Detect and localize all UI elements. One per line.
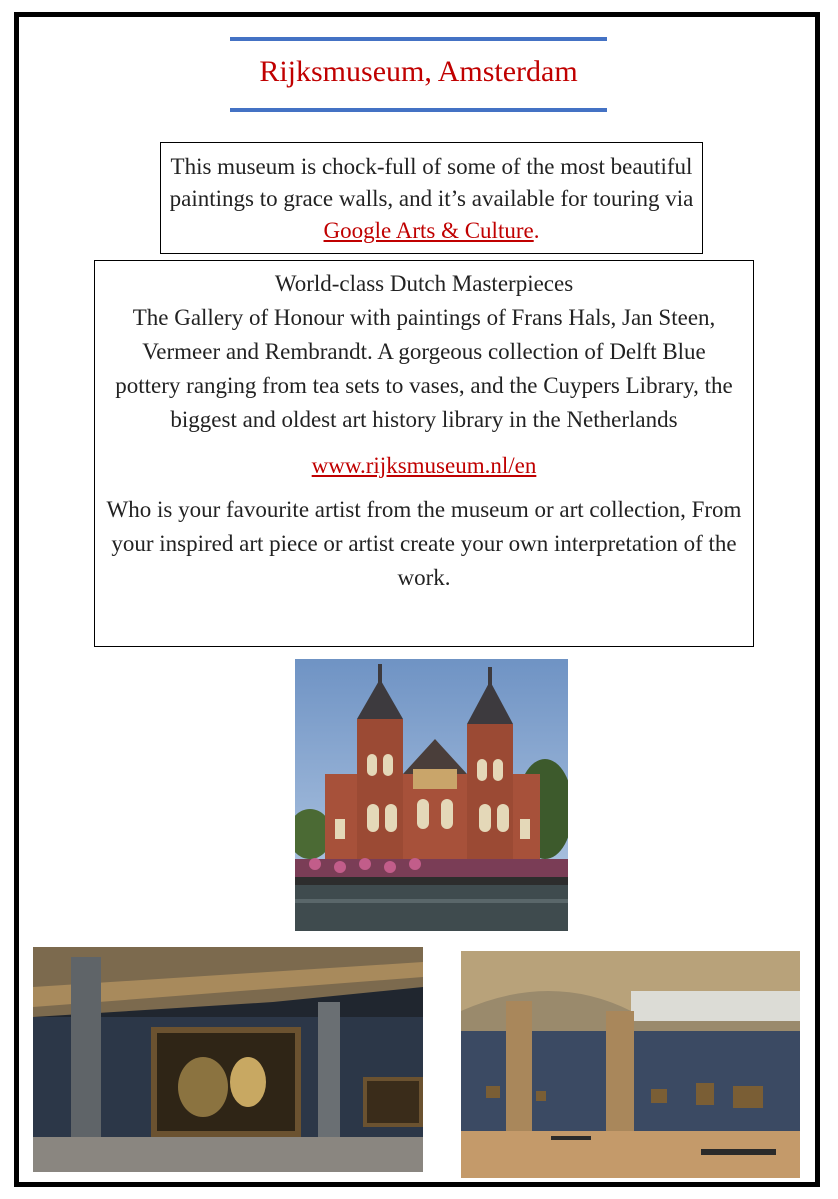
title-rule-top (230, 37, 607, 41)
intro-box (160, 142, 703, 254)
night-watch-gallery-photo (33, 947, 423, 1172)
museum-building-photo (295, 659, 568, 931)
intro-text: This museum is chock-full of some of the most beautiful paintings to grace walls, and it’s available for touring via (169, 154, 694, 211)
info-prompt: Who is your favourite artist from the museum or art collection, From your inspired art piece or artist create your own interpretation of the work. (106, 497, 742, 590)
info-description: The Gallery of Honour with paintings of Frans Hals, Jan Steen, Vermeer and Rembrandt. A gorgeous collection of Delft Blue pottery ranging from tea sets to vases, and the Cuypers Library, the biggest and oldest art history library in the Netherlands (115, 305, 733, 432)
gallery-hall-photo (461, 951, 800, 1178)
title-rule-bottom (230, 108, 607, 112)
title-block (230, 37, 607, 112)
google-arts-link[interactable]: Google Arts & Culture (323, 218, 534, 243)
website-line (95, 449, 753, 483)
website-link[interactable]: www.rijksmuseum.nl/en (311, 453, 537, 478)
info-heading: World-class Dutch Masterpieces (274, 271, 574, 296)
intro-suffix: . (533, 218, 540, 243)
page-title: Rijksmuseum, Amsterdam (259, 55, 578, 88)
info-box (94, 260, 754, 647)
